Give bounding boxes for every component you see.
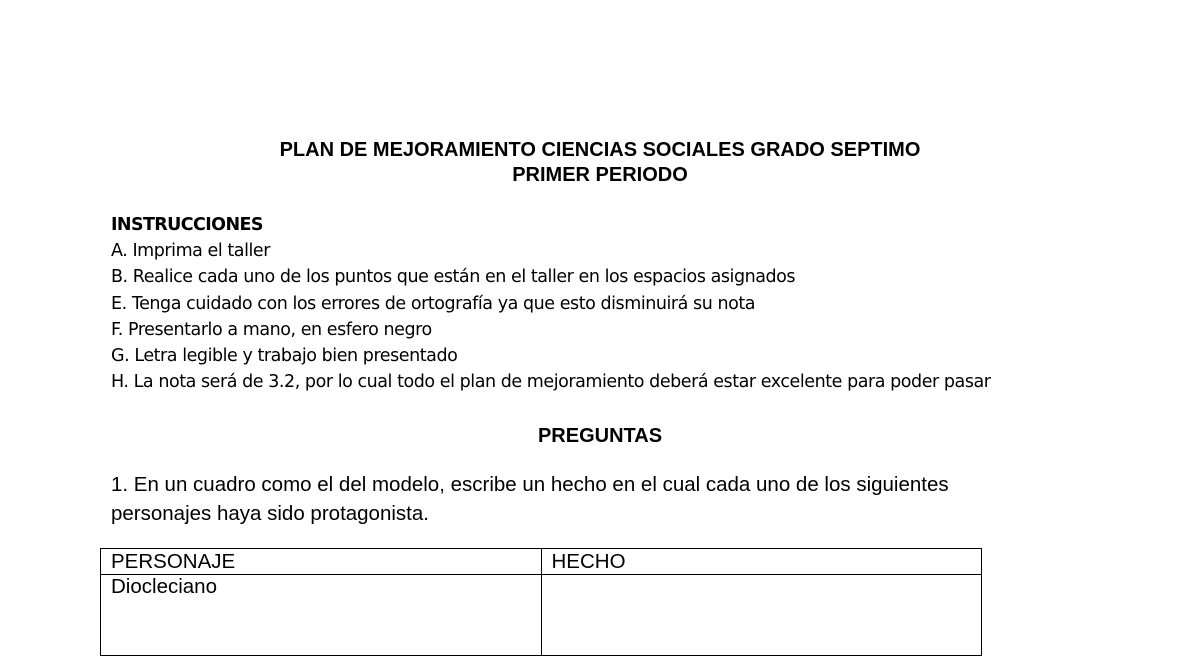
questions-heading: PREGUNTAS	[537, 425, 663, 447]
table-cell-personaje: Diocleciano	[101, 575, 542, 656]
table-row	[101, 575, 982, 656]
question-1: 1. En un cuadro como el del modelo, escribe un hecho en el cual cada uno de los siguientes personajes haya sido protagonista.	[111, 473, 949, 525]
instruction-item: G. Letra legible y trabajo bien presentado	[111, 346, 458, 367]
instruction-item: B. Realice cada uno de los puntos que están en el taller en los espacios asignados	[111, 267, 796, 288]
column-header-personaje: PERSONAJE	[101, 549, 542, 575]
instruction-item: F. Presentarlo a mano, en esfero negro	[111, 319, 432, 340]
column-header-hecho: HECHO	[541, 549, 982, 575]
table-cell-hecho	[541, 575, 982, 656]
instruction-item: E. Tenga cuidado con los errores de ortografía ya que esto disminuirá su nota	[111, 293, 756, 314]
table-header-row	[101, 549, 982, 575]
title-line-1: PLAN DE MEJORAMIENTO CIENCIAS SOCIALES GRADO SEPTIMO	[279, 139, 921, 161]
document-title	[0, 138, 1200, 188]
instruction-item: H. La nota será de 3.2, por lo cual todo el plan de mejoramiento deberá estar excelente para poder pasar	[111, 372, 991, 393]
instructions-section	[111, 212, 1111, 395]
instructions-heading: INSTRUCCIONES	[111, 215, 263, 235]
title-line-2: PRIMER PERIODO	[512, 164, 688, 186]
model-table	[100, 548, 982, 656]
instruction-item: A. Imprima el taller	[111, 241, 270, 262]
